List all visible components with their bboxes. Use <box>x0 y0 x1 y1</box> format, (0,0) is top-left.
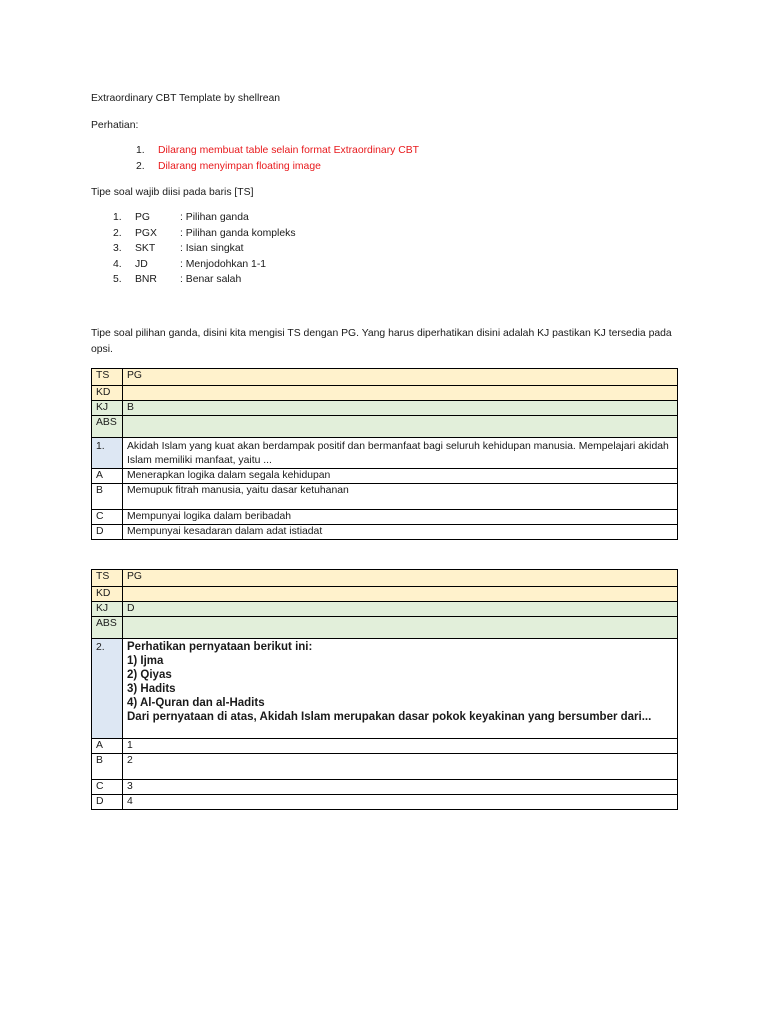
option-label: D <box>92 525 123 540</box>
rule-text: Dilarang membuat table selain format Extraordinary CBT <box>158 145 420 156</box>
type-desc: : Isian singkat <box>180 243 244 254</box>
type-desc: : Pilihan ganda kompleks <box>180 227 296 239</box>
kd-label: KD <box>92 386 123 401</box>
question-line: 1) Ijma <box>127 655 164 667</box>
type-code: SKT <box>135 243 156 254</box>
question-text[interactable] <box>123 438 678 469</box>
abs-value[interactable] <box>123 416 678 438</box>
type-desc: : Benar salah <box>180 274 242 285</box>
question-table-2 <box>91 569 678 810</box>
option-label: C <box>92 780 123 795</box>
kj-label: KJ <box>92 602 123 617</box>
kd-row <box>92 587 678 602</box>
ts-label: TS <box>92 570 123 587</box>
option-label: D <box>92 795 123 810</box>
question-line: Islam memiliki manfaat, yaitu ... <box>127 455 272 466</box>
option-row <box>92 795 678 810</box>
question-line: Dari pernyataan di atas, Akidah Islam merupakan dasar pokok keyakinan yang bersumber dari... <box>127 711 652 723</box>
option-text[interactable]: 3 <box>123 780 678 795</box>
question-number: 1. <box>92 438 123 469</box>
type-desc: : Pilihan ganda <box>180 212 249 223</box>
type-number: 2. <box>113 227 122 239</box>
kd-value[interactable] <box>123 587 678 602</box>
kd-row <box>92 386 678 401</box>
perhatian-label: Perhatian: <box>91 120 139 131</box>
explanation-line-2: opsi. <box>91 344 113 355</box>
option-label: B <box>92 484 123 510</box>
option-row <box>92 525 678 540</box>
type-number: 1. <box>113 212 122 223</box>
explanation-line-1: Tipe soal pilihan ganda, disini kita mengisi TS dengan PG. Yang harus diperhatikan disini adalah KJ pastikan KJ tersedia pada <box>91 328 672 339</box>
type-number: 4. <box>113 258 122 270</box>
type-number: 3. <box>113 243 122 254</box>
option-text[interactable]: 2 <box>123 754 678 780</box>
abs-label: ABS <box>92 617 123 639</box>
question-line: 3) Hadits <box>127 683 176 695</box>
option-text[interactable]: Mempunyai logika dalam beribadah <box>123 510 678 525</box>
option-row <box>92 484 678 510</box>
type-number: 5. <box>113 274 122 285</box>
question-row <box>92 438 678 469</box>
question-line: Akidah Islam yang kuat akan berdampak positif dan bermanfaat bagi seluruh kehidupan manusia. Mempelajari akidah <box>127 441 669 452</box>
abs-row <box>92 416 678 438</box>
option-label: A <box>92 739 123 754</box>
type-desc: : Menjodohkan 1-1 <box>180 258 267 270</box>
rule-number: 2. <box>136 161 145 172</box>
kj-row <box>92 602 678 617</box>
question-number: 2. <box>92 639 123 739</box>
option-label: B <box>92 754 123 780</box>
kd-value[interactable] <box>123 386 678 401</box>
option-row <box>92 469 678 484</box>
option-row <box>92 739 678 754</box>
rule-text: Dilarang menyimpan floating image <box>158 161 321 172</box>
question-text[interactable] <box>123 639 678 739</box>
abs-row <box>92 617 678 639</box>
ts-row <box>92 570 678 587</box>
kj-row <box>92 401 678 416</box>
option-label: A <box>92 469 123 484</box>
ts-value[interactable]: PG <box>123 369 678 386</box>
kj-value[interactable]: D <box>123 602 678 617</box>
types-intro: Tipe soal wajib diisi pada baris [TS] <box>91 187 254 198</box>
rule-number: 1. <box>136 145 145 156</box>
type-code: PG <box>135 212 151 223</box>
ts-label: TS <box>92 369 123 386</box>
option-label: C <box>92 510 123 525</box>
abs-label: ABS <box>92 416 123 438</box>
question-line: Perhatikan pernyataan berikut ini: <box>127 641 313 653</box>
option-row <box>92 754 678 780</box>
option-row <box>92 780 678 795</box>
option-text[interactable]: 4 <box>123 795 678 810</box>
kj-value[interactable]: B <box>123 401 678 416</box>
option-text[interactable]: Mempunyai kesadaran dalam adat istiadat <box>123 525 678 540</box>
document-title: Extraordinary CBT Template by shellrean <box>91 93 281 104</box>
abs-value[interactable] <box>123 617 678 639</box>
question-table-1 <box>91 368 678 540</box>
option-text[interactable]: 1 <box>123 739 678 754</box>
option-row <box>92 510 678 525</box>
question-row <box>92 639 678 739</box>
type-code: BNR <box>135 274 157 285</box>
question-line: 2) Qiyas <box>127 669 172 681</box>
kd-label: KD <box>92 587 123 602</box>
kj-label: KJ <box>92 401 123 416</box>
option-text[interactable]: Memupuk fitrah manusia, yaitu dasar ketuhanan <box>123 484 678 510</box>
ts-value[interactable]: PG <box>123 570 678 587</box>
type-code: PGX <box>135 227 157 239</box>
ts-row <box>92 369 678 386</box>
option-text[interactable]: Menerapkan logika dalam segala kehidupan <box>123 469 678 484</box>
question-line: 4) Al-Quran dan al-Hadits <box>127 697 265 709</box>
type-code: JD <box>135 258 148 270</box>
